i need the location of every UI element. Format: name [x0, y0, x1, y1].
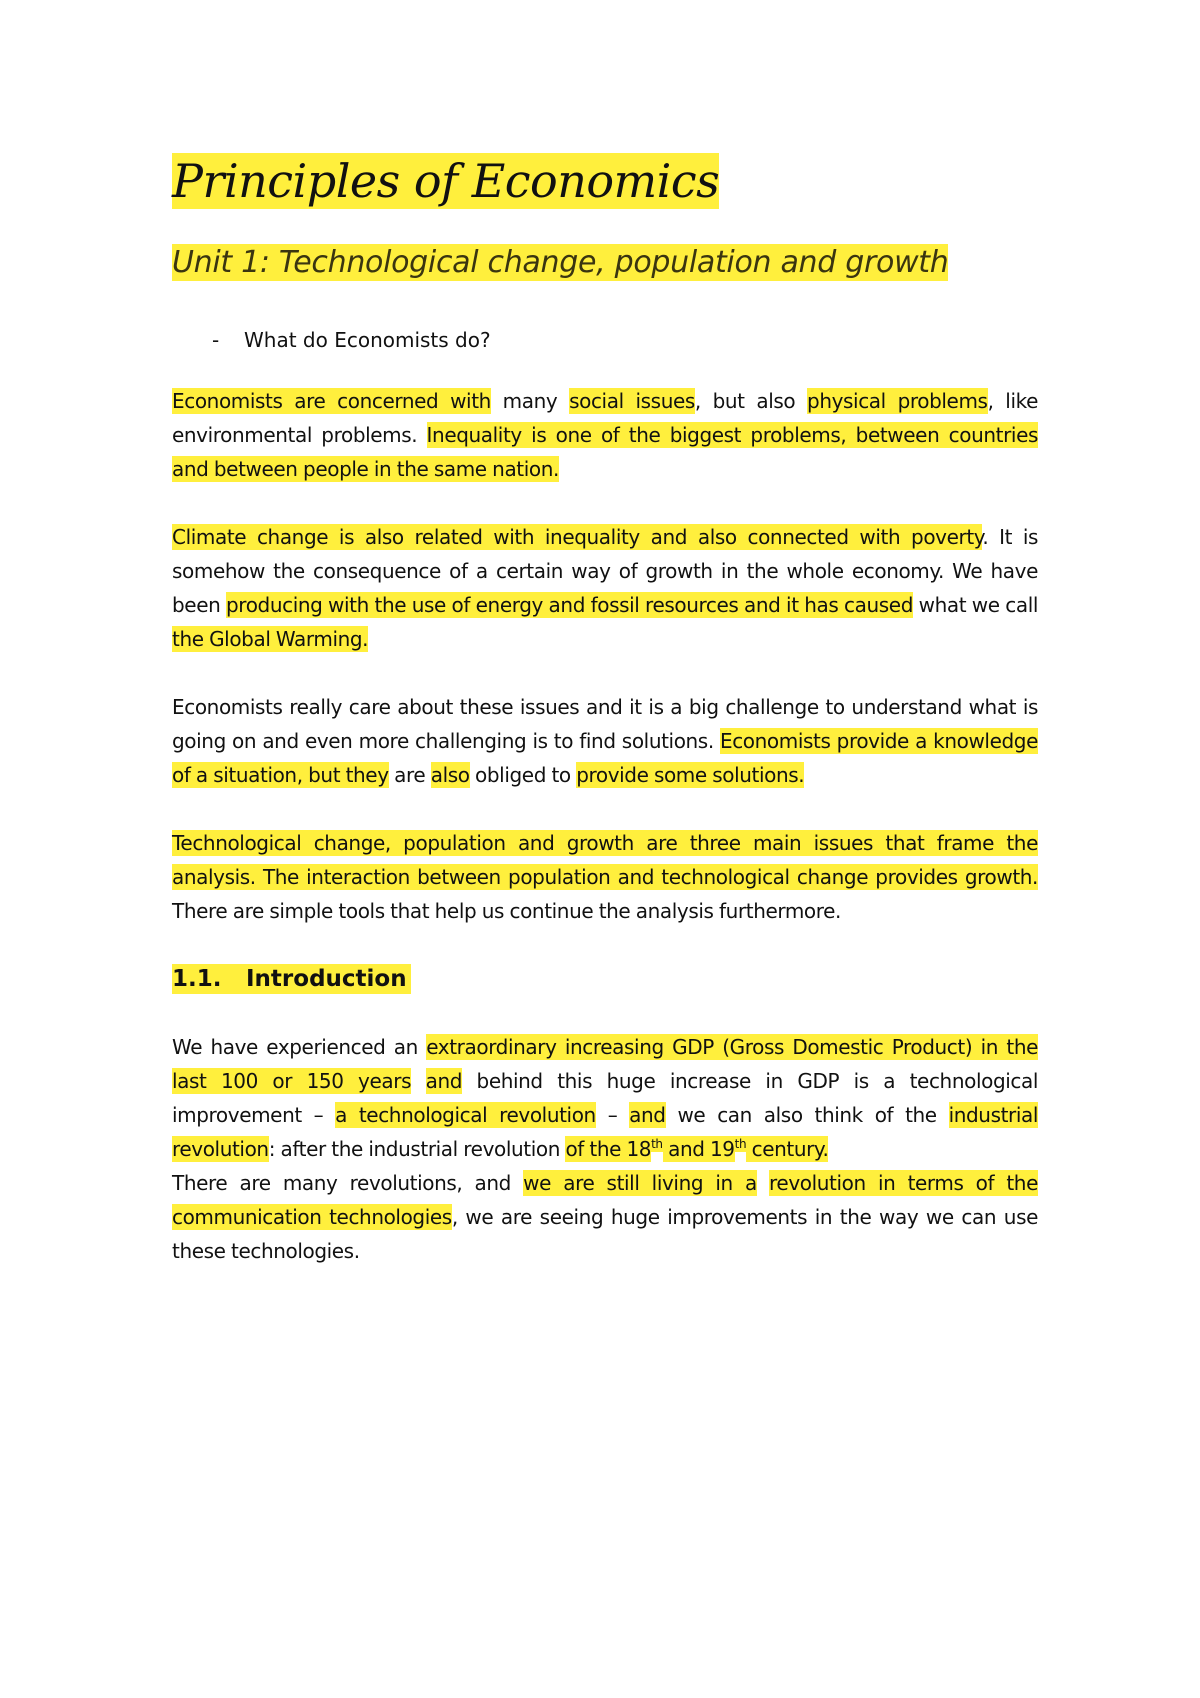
text-run: behind this huge increase in GDP is a technological improvement –: [172, 1069, 1039, 1127]
highlighted-text: Climate change is also related with inequality and also connected with poverty: [172, 525, 983, 549]
highlighted-text: extraordinary increasing GDP (Gross Domestic Product) in the last 100 or 150 years: [172, 1035, 1038, 1093]
paragraph: [172, 520, 1038, 656]
highlighted-text: of the 18: [565, 1137, 652, 1161]
highlighted-text: social issues: [569, 389, 695, 413]
highlighted-text: and: [425, 1069, 463, 1093]
bullet-item: [172, 326, 1038, 354]
highlighted-text: a technological revolution: [335, 1103, 596, 1127]
title-highlight: Principles of Economics: [172, 154, 720, 208]
highlighted-text: producing with the use of energy and fossil resources and it has caused: [226, 593, 913, 617]
text-run: Economists really care about these issues and it is a big challenge to understand what is going on and even more challenging is to find solutions.: [172, 695, 1038, 753]
highlighted-text: and 19: [662, 1137, 735, 1161]
document-title: [172, 150, 1038, 212]
paragraph: [172, 826, 1038, 928]
highlighted-text: we are still living in a: [523, 1171, 757, 1195]
highlight: th: [651, 1137, 663, 1152]
intro-paragraph: [172, 1030, 1038, 1166]
highlighted-text: and: [629, 1103, 666, 1127]
text-run: . It is somehow the consequence of a certain way of growth in the whole economy. We have been: [172, 525, 1039, 617]
superscript: [735, 1136, 747, 1152]
highlighted-text: century.: [746, 1137, 829, 1161]
text-run: –: [595, 1103, 630, 1127]
text-run: , like environmental problems.: [172, 389, 1038, 447]
text-run: what we call: [913, 593, 1039, 617]
text-run: : after the industrial revolution: [268, 1137, 566, 1161]
document-content: [172, 150, 1038, 1268]
highlighted-text: Inequality is one of the biggest problems, between countries and between people in the same nation.: [172, 423, 1038, 481]
section-title: Introduction: [246, 966, 407, 992]
highlighted-text: the Global Warming.: [172, 627, 369, 651]
section-heading-highlight: [172, 964, 411, 994]
intro-paragraph: [172, 1166, 1038, 1268]
highlighted-text: physical problems: [807, 389, 988, 413]
section-number: 1.1.: [172, 966, 222, 992]
bullet-text: What do Economists do?: [244, 328, 491, 352]
paragraph: [172, 384, 1038, 486]
text-run: obliged to: [469, 763, 577, 787]
text-run: There are many revolutions, and: [172, 1171, 524, 1195]
text-run: There are simple tools that help us continue the analysis furthermore.: [172, 899, 842, 923]
text-run: many: [490, 389, 570, 413]
text-run: , but also: [694, 389, 808, 413]
text-run: We have experienced an: [172, 1035, 427, 1059]
superscript: [651, 1136, 663, 1152]
paragraph: [172, 690, 1038, 792]
highlighted-text: Economists provide a knowledge of a situation, but they: [172, 729, 1038, 787]
highlighted-text: also: [430, 763, 470, 787]
text-run: are: [388, 763, 431, 787]
text-run: [757, 1171, 769, 1195]
highlighted-text: Economists are concerned with: [172, 389, 491, 413]
highlighted-text: revolution in terms of the communication technologies: [172, 1171, 1038, 1229]
text-run: [411, 1069, 426, 1093]
highlight: th: [734, 1137, 747, 1152]
unit-subtitle: [172, 242, 1038, 284]
text-run: we can also think of the: [665, 1103, 949, 1127]
text-run: , we are seeing huge improvements in the way we can use these technologies.: [172, 1205, 1038, 1263]
bullet-marker: -: [212, 328, 220, 352]
highlighted-text: industrial revolution: [172, 1103, 1039, 1161]
subtitle-highlight: Unit 1: Technological change, population and growth: [172, 245, 949, 280]
highlighted-text: provide some solutions.: [576, 763, 805, 787]
section-heading: [172, 962, 1038, 996]
highlighted-text: Technological change, population and growth are three main issues that frame the analysis. The interaction between population and technological change provides growth.: [172, 831, 1038, 889]
